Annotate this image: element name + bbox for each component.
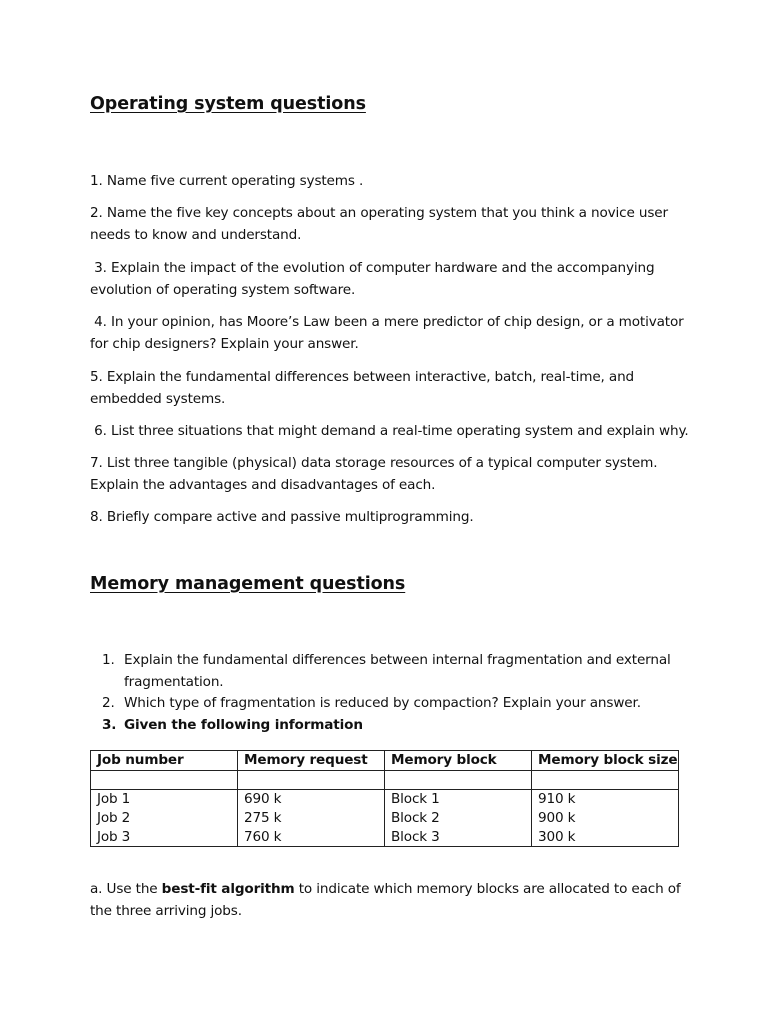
table-cell: Job 2 [91,809,238,828]
table-cell: Job 3 [91,827,238,846]
list-item-text: Given the following information [124,716,363,733]
os-question-5: 5. Explain the fundamental differences between interactive, batch, real-time, and embedded systems. [90,369,635,407]
table-cell [385,770,532,790]
table-row [91,809,679,828]
os-question-4: 4. In your opinion, has Moore’s Law been a mere predictor of chip design, or a motivator for chip designers? Explain your answer. [90,314,688,352]
memory-allocation-table [90,750,679,847]
question-a-prefix: a. Use the [90,881,162,897]
memory-question-1 [90,650,690,693]
table-empty-row [91,770,679,790]
memory-question-a [90,878,690,922]
table-cell [532,770,679,790]
list-item-text: Which type of fragmentation is reduced by compaction? Explain your answer. [124,695,641,711]
list-item-text: Explain the fundamental differences between internal fragmentation and external fragmentation. [124,652,671,690]
table-cell: 275 k [238,809,385,828]
os-question-8: 8. Briefly compare active and passive multiprogramming. [90,509,474,525]
os-question-3: 3. Explain the impact of the evolution of computer hardware and the accompanying evolution of operating system software. [90,260,659,298]
table-cell: 900 k [532,809,679,828]
table-cell: 910 k [532,790,679,809]
header-memory-block: Memory block [385,751,532,771]
header-memory-request: Memory request [238,751,385,771]
list-number: 3. [102,716,117,733]
table-cell [238,770,385,790]
table-cell: 300 k [532,827,679,846]
table-cell: Job 1 [91,790,238,809]
os-question-2: 2. Name the five key concepts about an operating system that you think a novice user needs to know and understand. [90,205,668,243]
table-cell [91,770,238,790]
memory-question-3 [90,715,690,737]
table-cell: Block 2 [385,809,532,828]
os-question-6: 6. List three situations that might demand a real-time operating system and explain why. [90,423,689,439]
list-number: 2. [102,695,115,711]
header-job-number: Job number [91,751,238,771]
table-cell: Block 3 [385,827,532,846]
table-cell: 760 k [238,827,385,846]
os-question-7: 7. List three tangible (physical) data storage resources of a typical computer system. Explain the advantages and disadvantages of each. [90,455,658,493]
table-cell: 690 k [238,790,385,809]
memory-question-2 [90,693,690,715]
table-header-row [91,751,679,771]
memory-questions-heading: Memory management questions [90,574,406,594]
table-row [91,827,679,846]
os-questions-heading: Operating system questions [90,94,366,114]
table-cell: Block 1 [385,790,532,809]
question-a-suffix: to indicate which memory blocks are allocated to each of the three arriving jobs. [90,881,681,919]
list-number: 1. [102,652,115,668]
memory-question-list [90,650,690,736]
header-memory-block-size: Memory block size [532,751,679,771]
question-a-emphasis: best-fit algorithm [161,881,295,897]
table-row [91,790,679,809]
os-question-1: 1. Name five current operating systems . [90,173,364,189]
